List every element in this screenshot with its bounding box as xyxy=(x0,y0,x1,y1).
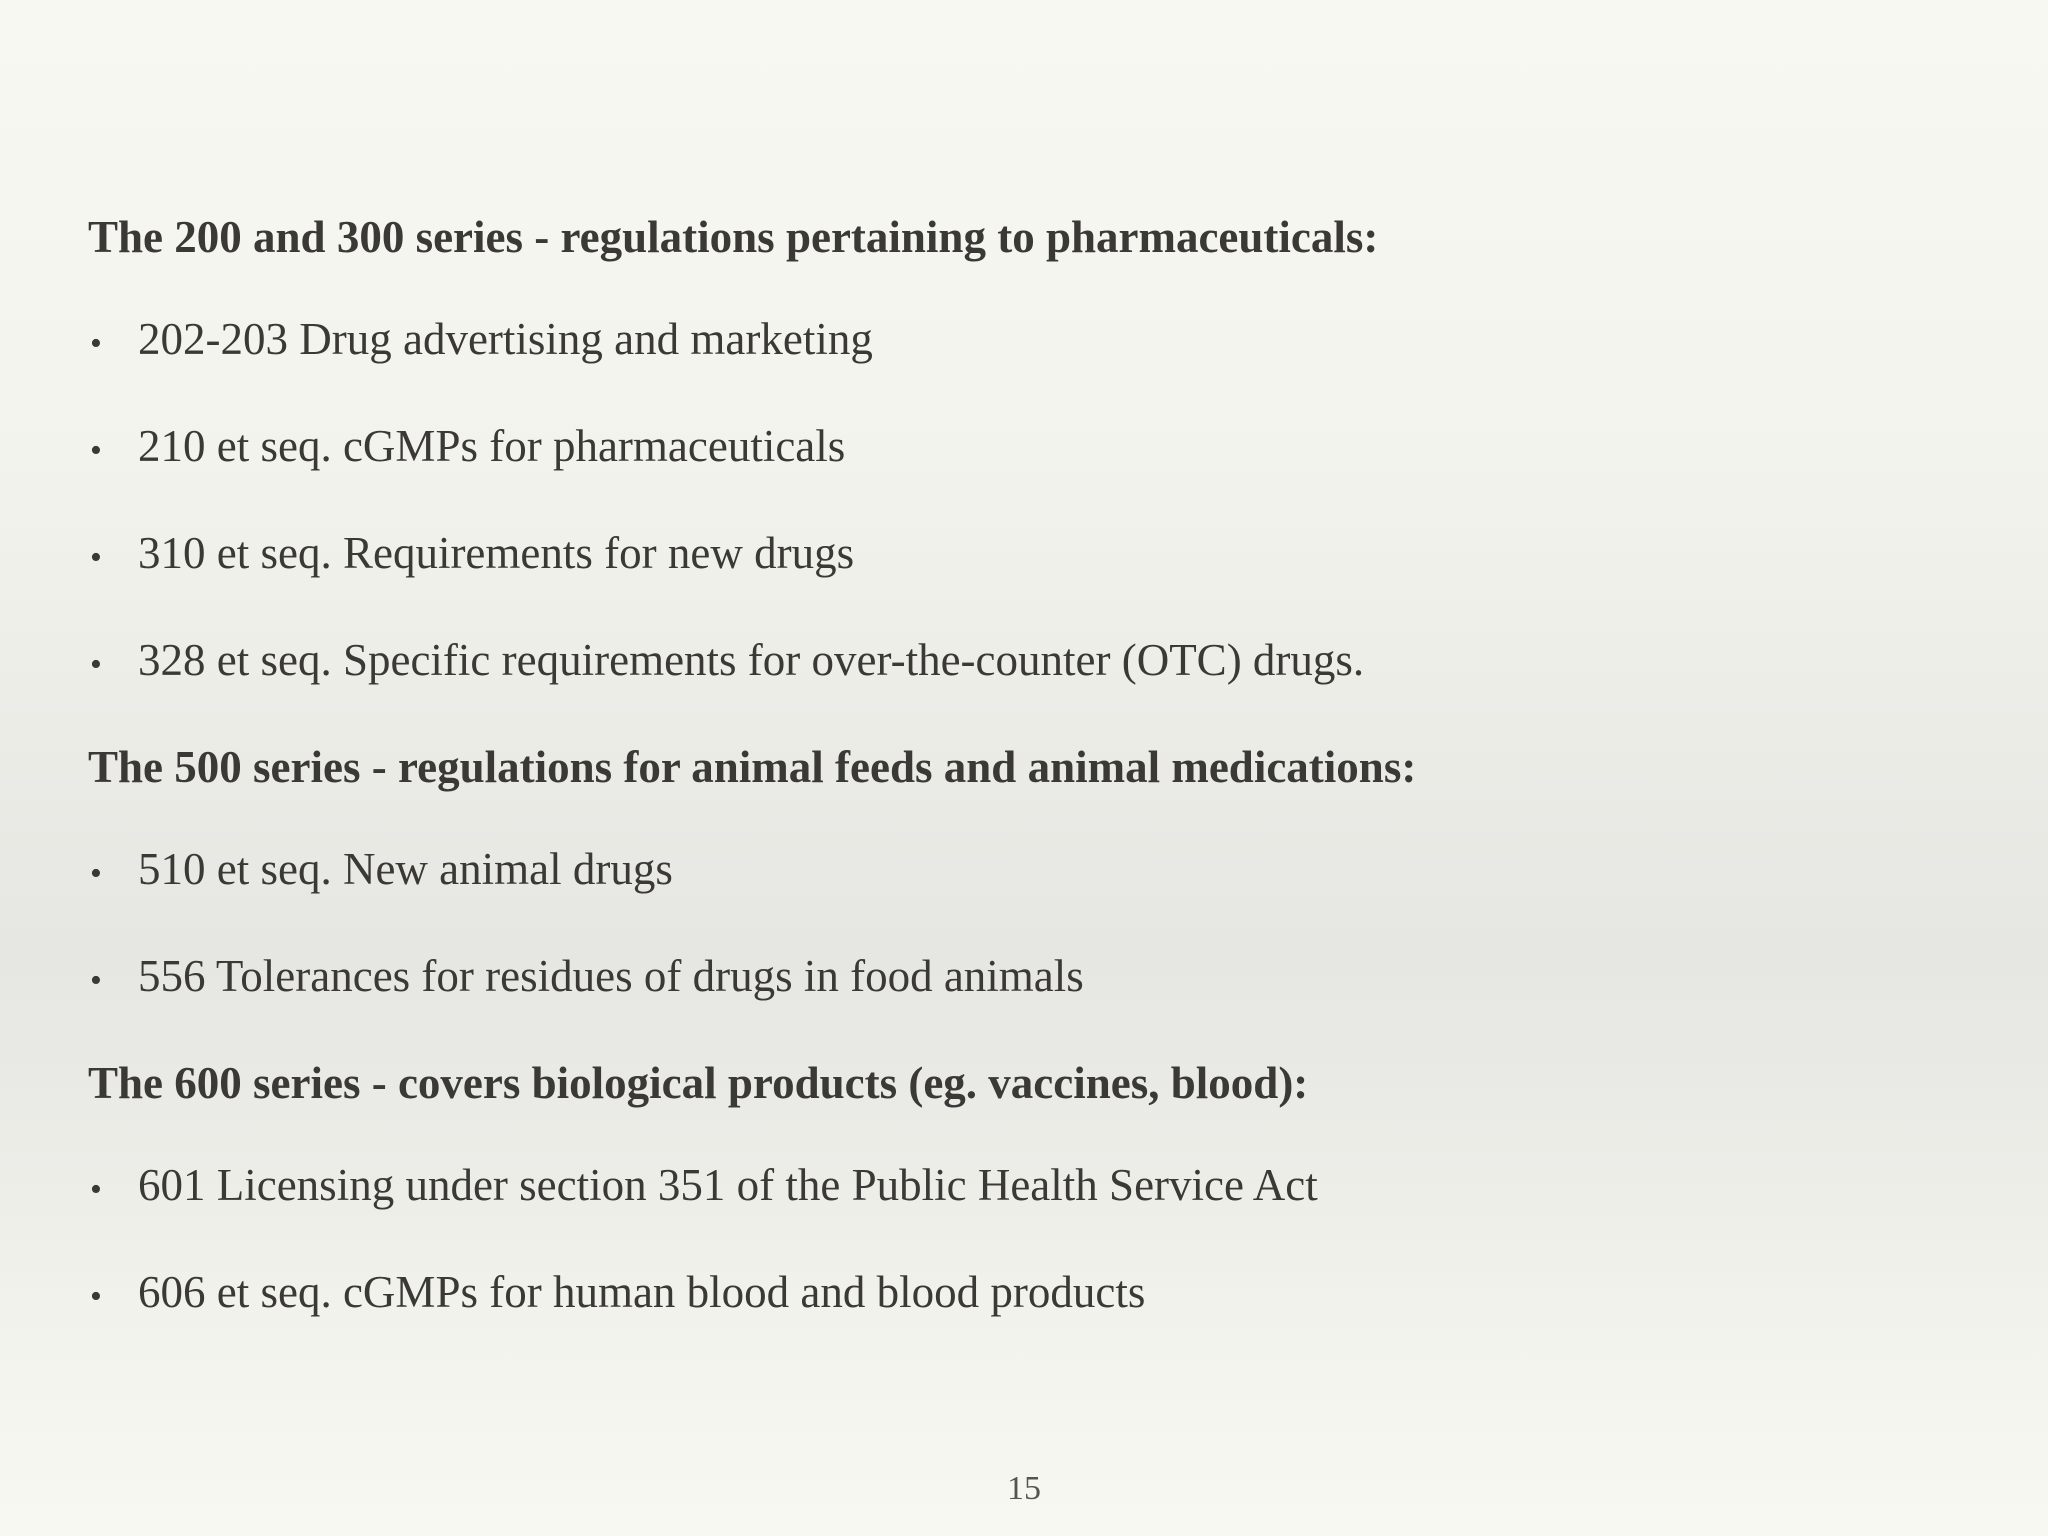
list-item-text: 328 et seq. Specific requirements for over-the-counter (OTC) drugs. xyxy=(138,635,1365,685)
bullet-icon: • xyxy=(90,1278,102,1315)
bullet-icon: • xyxy=(90,432,102,469)
list-item-text: 310 et seq. Requirements for new drugs xyxy=(138,528,855,578)
bullet-list-200-300 xyxy=(88,312,1988,692)
list-item xyxy=(88,842,1988,901)
list-item xyxy=(88,1265,1988,1324)
list-item-text: 510 et seq. New animal drugs xyxy=(138,844,673,894)
bullet-icon: • xyxy=(90,646,102,683)
slide-content xyxy=(88,210,1988,1372)
list-item-text: 556 Tolerances for residues of drugs in food animals xyxy=(138,951,1084,1001)
list-item xyxy=(88,633,1988,692)
page-number: 15 xyxy=(1007,1470,1041,1507)
bullet-list-600 xyxy=(88,1158,1988,1324)
list-item xyxy=(88,949,1988,1008)
bullet-icon: • xyxy=(90,1171,102,1208)
bullet-list-500 xyxy=(88,842,1988,1008)
bullet-icon: • xyxy=(90,539,102,576)
list-item xyxy=(88,419,1988,478)
list-item-text: 601 Licensing under section 351 of the Public Health Service Act xyxy=(138,1160,1318,1210)
bullet-icon: • xyxy=(90,325,102,362)
list-item xyxy=(88,526,1988,585)
bullet-icon: • xyxy=(90,855,102,892)
list-item-text: 606 et seq. cGMPs for human blood and blood products xyxy=(138,1267,1146,1317)
bullet-icon: • xyxy=(90,962,102,999)
list-item xyxy=(88,1158,1988,1217)
list-item-text: 210 et seq. cGMPs for pharmaceuticals xyxy=(138,421,846,471)
section-heading-600: The 600 series - covers biological products (eg. vaccines, blood): xyxy=(88,1058,1309,1108)
list-item xyxy=(88,312,1988,371)
section-heading-500: The 500 series - regulations for animal feeds and animal medications: xyxy=(88,742,1417,792)
section-heading-200-300: The 200 and 300 series - regulations pertaining to pharmaceuticals: xyxy=(88,212,1379,262)
list-item-text: 202-203 Drug advertising and marketing xyxy=(138,314,873,364)
